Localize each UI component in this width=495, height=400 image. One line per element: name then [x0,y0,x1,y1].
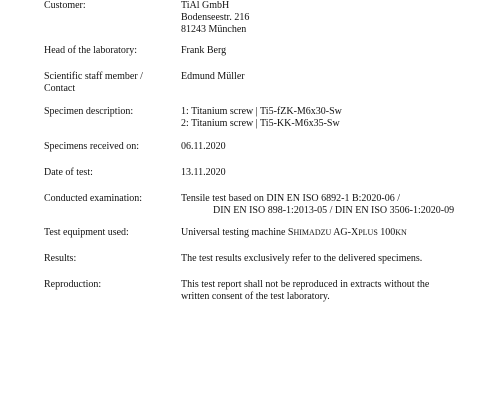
reproduction-line-2: written consent of the test laboratory. [181,291,330,302]
customer-label: Customer: [44,0,86,11]
customer-city: 81243 München [181,24,247,35]
staff-label-line-1: Scientific staff member / [44,71,143,82]
equipment-model-b: PLUS [358,228,378,237]
examination-value [181,193,481,217]
equipment-brand-rest: HIMADZU [293,228,332,237]
customer-value [181,0,481,36]
date-of-test-value: 13.11.2020 [181,167,226,178]
equipment-value [181,227,481,239]
head-of-lab-value: Frank Berg [181,45,227,56]
reproduction-value [181,279,481,303]
customer-name: TiAl GmbH [181,0,230,11]
specimen-line-2: 2: Titanium screw | Ti5-KK-M6x35-Sw [181,118,340,129]
staff-label-line-2: Contact [44,83,76,94]
equipment-capacity-unit: KN [395,228,407,237]
received-value: 06.11.2020 [181,141,226,152]
specimen-label: Specimen description: [44,106,134,117]
equipment-text [181,227,481,239]
equipment-prefix: Universal testing machine [181,227,288,238]
customer-street: Bodenseestr. 216 [181,12,250,23]
examination-label: Conducted examination: [44,193,143,204]
reproduction-line-1: This test report shall not be reproduced in extracts without the [181,279,430,290]
results-value: The test results exclusively refer to the delivered specimens. [181,253,423,264]
received-label: Specimens received on: [44,141,139,152]
staff-value: Edmund Müller [181,71,245,82]
examination-line-1: Tensile test based on DIN EN ISO 6892-1 B:2020-06 / [181,193,400,204]
equipment-capacity-num: 100 [377,227,396,238]
specimen-line-1: 1: Titanium screw | Ti5-fZK-M6x30-Sw [181,106,342,117]
date-of-test-label: Date of test: [44,167,93,178]
equipment-model-a: AG-X [331,227,359,238]
head-of-lab-label: Head of the laboratory: [44,45,138,56]
examination-line-2: DIN EN ISO 898-1:2013-05 / DIN EN ISO 3506-1:2020-09 [213,205,455,216]
results-label: Results: [44,253,77,264]
reproduction-label: Reproduction: [44,279,102,290]
specimen-value [181,106,481,130]
staff-label [44,71,169,95]
equipment-brand-cap: S [287,227,294,238]
equipment-label: Test equipment used: [44,227,129,238]
